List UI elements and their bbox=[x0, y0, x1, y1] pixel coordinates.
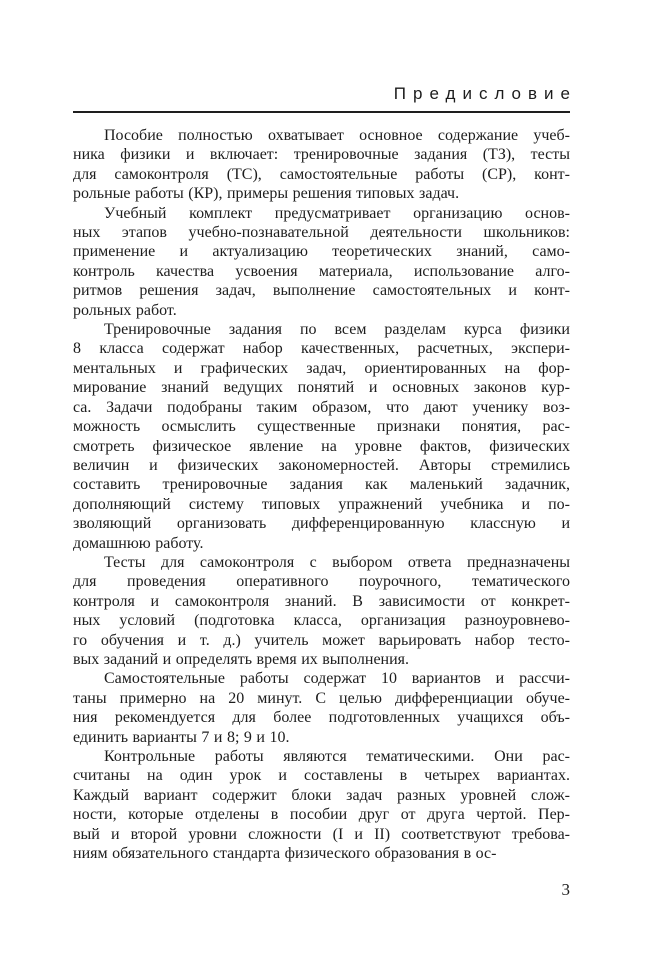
text-line: вых заданий и определять время их выполнения. bbox=[73, 650, 410, 668]
text-line: ниям обязательного стандарта физического образования в ос- bbox=[73, 845, 497, 863]
text-line: ния рекомендуется для более подготовленных учащихся объ- bbox=[73, 709, 570, 727]
text-line: зволяющий организовать дифференцированную классную и bbox=[73, 515, 570, 533]
paragraph bbox=[73, 320, 570, 553]
text-line: рольные работы (КР), примеры решения типовых задач. bbox=[73, 185, 460, 203]
paragraph bbox=[73, 553, 570, 669]
text-line: контроль качества усвоения материала, использование алго- bbox=[73, 262, 570, 280]
text-line: ных условий (подготовка класса, организация разноуровнево- bbox=[73, 612, 570, 630]
paragraph bbox=[73, 126, 570, 204]
text-line: ментальных и графических задач, ориентированных на фор- bbox=[73, 359, 570, 377]
text-line: ных этапов учебно-познавательной деятельности школьников: bbox=[73, 224, 570, 242]
text-line: ности, которые отделены в пособии друг от друга чертой. Пер- bbox=[73, 806, 570, 824]
text-line: Тесты для самоконтроля с выбором ответа предназначены bbox=[104, 553, 570, 571]
text-line: Учебный комплект предусматривает организацию основ- bbox=[104, 204, 570, 222]
text-line: вый и второй уровни сложности (I и II) соответствуют требова- bbox=[73, 825, 571, 843]
text-line: для проведения оперативного поурочного, тематического bbox=[73, 573, 570, 591]
text-line: смотреть физическое явление на уровне фактов, физических bbox=[73, 437, 570, 455]
paragraph bbox=[73, 669, 570, 747]
running-head bbox=[73, 84, 577, 113]
text-line: ника физики и включает: тренировочные задания (ТЗ), тесты bbox=[73, 146, 570, 164]
text-line: ритмов решения задач, выполнение самостоятельных и конт- bbox=[73, 282, 570, 300]
text-line: са. Задачи подобраны таким образом, что дают ученику воз- bbox=[73, 398, 570, 416]
text-line: для самоконтроля (ТС), самостоятельные работы (СР), конт- bbox=[73, 165, 570, 183]
text-line: применение и актуализацию теоретических знаний, само- bbox=[73, 243, 570, 261]
text-line: дополняющий систему типовых упражнений учебника и по- bbox=[73, 495, 570, 513]
text-line: домашнюю работу. bbox=[73, 534, 204, 552]
paragraph bbox=[73, 204, 570, 320]
text-line: контроля и самоконтроля знаний. В зависимости от конкрет- bbox=[73, 592, 570, 610]
chapter-title: Предисловие bbox=[393, 84, 577, 103]
text-line: Тренировочные задания по всем разделам курса физики bbox=[104, 321, 570, 339]
text-line: 8 класса содержат набор качественных, расчетных, экспери- bbox=[73, 340, 570, 358]
page-number: 3 bbox=[561, 880, 570, 900]
text-line: Каждый вариант содержит блоки задач разных уровней слож- bbox=[73, 786, 570, 804]
text-line: можность осмыслить существенные признаки понятия, рас- bbox=[73, 418, 570, 436]
text-line: рольных работ. bbox=[73, 301, 177, 319]
text-line: считаны на один урок и составлены в четырех вариантах. bbox=[73, 767, 570, 785]
text-line: величин и физических закономерностей. Авторы стремились bbox=[73, 456, 570, 474]
text-line: Контрольные работы являются тематическими. Они рас- bbox=[104, 748, 570, 765]
paragraph bbox=[73, 747, 570, 863]
text-line: таны примерно на 20 минут. С целью дифференциации обуче- bbox=[73, 689, 570, 707]
text-line: мирование знаний ведущих понятий и основных законов кур- bbox=[73, 379, 570, 397]
text-line: Пособие полностью охватывает основное содержание учеб- bbox=[104, 127, 570, 144]
text-line: единить варианты 7 и 8; 9 и 10. bbox=[73, 728, 290, 746]
text-line: составить тренировочные задания как маленький задачник, bbox=[73, 476, 570, 494]
text-line: го обучения и т. д.) учитель может варьировать набор тесто- bbox=[73, 631, 570, 649]
text-line: Самостоятельные работы содержат 10 вариантов и рассчи- bbox=[104, 670, 570, 688]
preface-body bbox=[73, 126, 570, 863]
